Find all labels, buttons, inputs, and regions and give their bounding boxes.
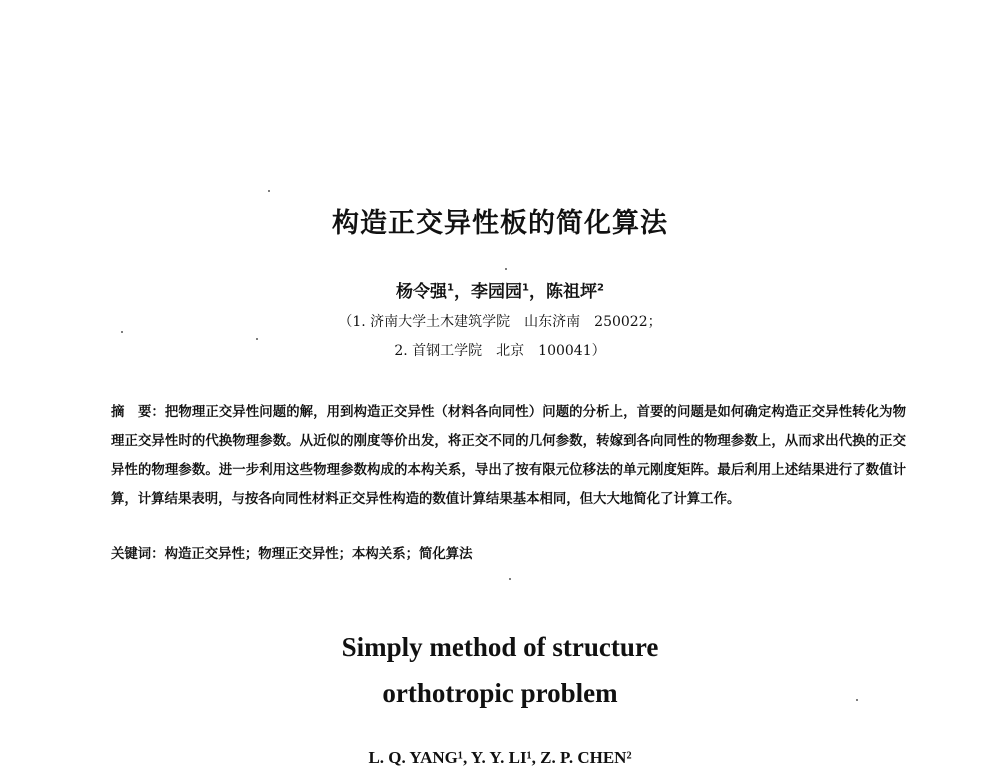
author-1-affil-mark: 1 xyxy=(447,282,455,294)
keywords-label: 关键词： xyxy=(111,547,165,562)
english-authors: L. Q. YANG¹, Y. Y. LI¹, Z. P. CHEN² xyxy=(368,748,632,767)
author-separator: ， xyxy=(454,282,472,302)
english-title-line-2: orthotropic problem xyxy=(382,678,618,708)
author-3: 陈祖坪 xyxy=(545,282,597,302)
author-separator: ， xyxy=(528,282,546,302)
affiliation-1: （1. 济南大学土木建筑学院 山东济南 250022； xyxy=(338,314,662,330)
author-1: 杨令强 xyxy=(396,282,448,302)
scan-speck xyxy=(856,699,858,701)
scan-speck xyxy=(121,331,123,333)
chinese-authors xyxy=(0,277,1000,302)
scan-speck xyxy=(509,578,511,580)
abstract-text: 把物理正交异性问题的解，用到构造正交异性（材料各向同性）问题的分析上，首要的问题是如何确定构造正交异性转化为物理正交异性时的代换物理参数。从近似的刚度等价出发，将正交不同的几何参数，转嫁到各向同性的物理参数上，从而求出代换的正交异性的物理参数。进一步利用这些物理参数构成的本构关系，导出了按有限元位移法的单元刚度矩阵。最后利用上述结果进行了数值计算，计算结果表明，与按各向同性材料正交异性构造的数值计算结果基本相同，但大大地简化了计算工作。 xyxy=(111,404,906,507)
author-3-affil-mark: 2 xyxy=(596,282,604,294)
scan-speck xyxy=(268,190,270,192)
scan-speck xyxy=(256,338,258,340)
chinese-title: 构造正交异性板的简化算法 xyxy=(332,208,668,239)
keywords xyxy=(111,543,906,562)
english-title-line-1: Simply method of structure xyxy=(341,632,659,662)
abstract-label: 摘 要： xyxy=(111,405,165,420)
author-2: 李园园 xyxy=(471,282,523,302)
keywords-text: 构造正交异性；物理正交异性；本构关系；简化算法 xyxy=(164,546,473,562)
affiliation-2: 2. 首钢工学院 北京 100041） xyxy=(394,343,606,359)
scan-speck xyxy=(505,268,507,270)
author-2-affil-mark: 1 xyxy=(522,282,529,294)
abstract xyxy=(111,398,906,514)
